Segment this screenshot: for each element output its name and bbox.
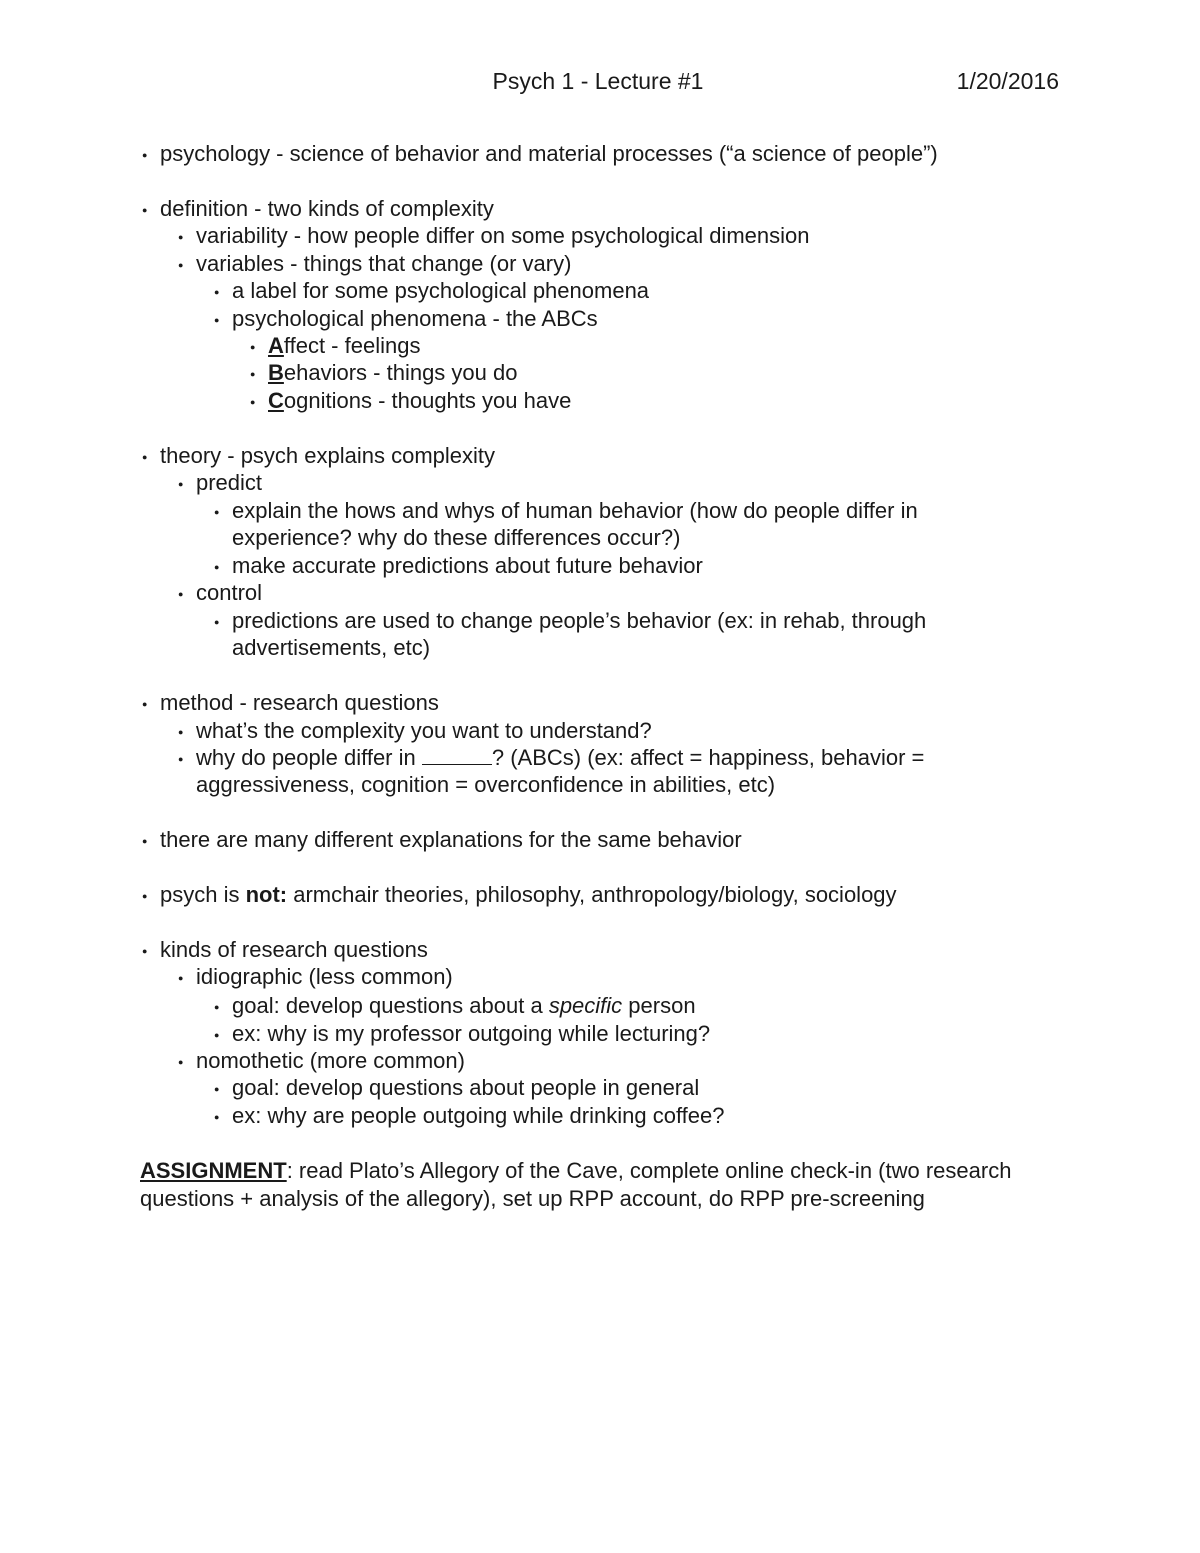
- why-differ-text: why do people differ in: [196, 745, 422, 770]
- bullet-many-explanations: ● there are many different explanations for the same behavior: [160, 826, 742, 854]
- bullet-why-differ: [196, 744, 924, 772]
- bullet-complexity-question: ● what’s the complexity you want to understand?: [196, 717, 652, 745]
- bullet-idiographic-example: ● ex: why is my professor outgoing while lecturing?: [232, 1020, 710, 1048]
- behaviors-letter: B: [268, 360, 284, 385]
- specific-text: specific: [548, 993, 623, 1018]
- bullet-accurate-predictions: ● make accurate predictions about future behavior: [232, 552, 703, 580]
- affect-text: ffect - feelings: [283, 333, 421, 358]
- person-text: person: [622, 993, 696, 1018]
- bullet-why-differ-cont: aggressiveness, cognition = overconfidence in abilities, etc): [196, 772, 776, 797]
- psych-is-not-list: armchair theories, philosophy, anthropology/biology, sociology: [287, 882, 897, 907]
- bullet-control: ● control: [196, 579, 262, 607]
- bullet-idiographic: ● idiographic (less common): [196, 963, 453, 991]
- bullet-nomothetic-goal: ● goal: develop questions about people in general: [232, 1074, 699, 1102]
- bullet-label: ● a label for some psychological phenomena: [232, 277, 649, 305]
- cognitions-letter: C: [268, 388, 284, 413]
- bullet-psych-is-not: [160, 881, 897, 909]
- page-date: 1/20/2016: [956, 68, 1059, 94]
- bullet-affect: [268, 332, 420, 360]
- bullet-predictions-used: ● predictions are used to change people’s behavior (ex: in rehab, through: [232, 607, 926, 635]
- cognitions-text: ognitions - thoughts you have: [283, 388, 572, 413]
- bullet-explain: ● explain the hows and whys of human behavior (how do people differ in: [232, 497, 918, 525]
- bullet-theory: ● theory - psych explains complexity: [160, 442, 495, 470]
- assignment-line: [140, 1157, 1011, 1185]
- affect-letter: A: [268, 333, 284, 358]
- blank-line: [422, 746, 492, 765]
- bullet-nomothetic: ● nomothetic (more common): [196, 1047, 465, 1075]
- bullet-idiographic-goal: [232, 992, 696, 1020]
- bullet-behaviors: [268, 359, 517, 387]
- bullet-predict: ● predict: [196, 469, 262, 497]
- assignment-text: : read Plato’s Allegory of the Cave, complete online check-in (two research: [286, 1158, 1012, 1183]
- assignment-label: ASSIGNMENT: [140, 1158, 287, 1183]
- bullet-psychology: ● psychology - science of behavior and material processes (“a science of people”): [160, 140, 938, 168]
- why-differ-rest: ? (ABCs) (ex: affect = happiness, behavior =: [491, 745, 925, 770]
- bullet-method: ● method - research questions: [160, 689, 439, 717]
- psych-is-text: psych is: [160, 882, 246, 907]
- behaviors-text: ehaviors - things you do: [283, 360, 518, 385]
- bullet-definition: ● definition - two kinds of complexity: [160, 195, 494, 223]
- bullet-cognitions: [268, 387, 571, 415]
- bullet-variability: ● variability - how people differ on some psychological dimension: [196, 222, 809, 250]
- bullet-predictions-cont: advertisements, etc): [232, 635, 431, 660]
- bullet-nomothetic-example: ● ex: why are people outgoing while drinking coffee?: [232, 1102, 724, 1130]
- assignment-line-cont: questions + analysis of the allegory), set up RPP account, do RPP pre-screening: [140, 1186, 925, 1211]
- page-title: Psych 1 - Lecture #1: [492, 68, 704, 94]
- bullet-variables: ● variables - things that change (or vary): [196, 250, 571, 278]
- goal-text: goal: develop questions about a: [232, 993, 549, 1018]
- bullet-kinds-of-questions: ● kinds of research questions: [160, 936, 428, 964]
- bullet-phenomena: ● psychological phenomena - the ABCs: [232, 305, 598, 333]
- bullet-explain-cont: experience? why do these differences occur?): [232, 525, 681, 550]
- not-text: not:: [245, 882, 288, 907]
